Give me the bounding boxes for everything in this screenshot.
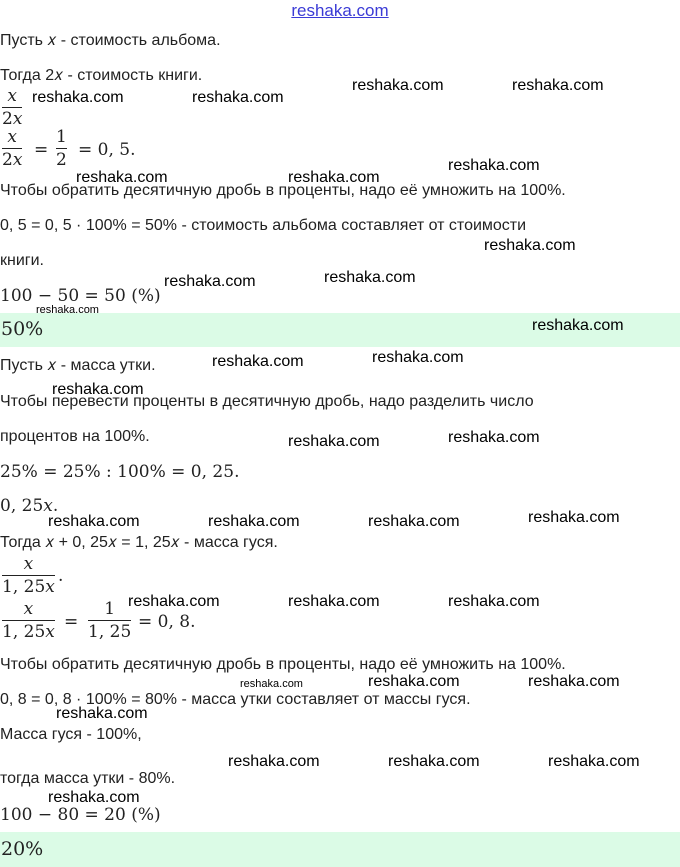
- fraction: [88, 599, 131, 642]
- watermark: reshaka.com: [48, 513, 140, 530]
- answer-value: 20%: [1, 838, 44, 860]
- watermark: reshaka.com: [528, 673, 620, 690]
- fraction: [2, 86, 22, 129]
- fraction-tail: .: [58, 566, 64, 586]
- text-line: 0, 8 = 0, 8 · 100% = 80% - масса утки составляет от массы гуся.: [0, 691, 471, 708]
- watermark: reshaka.com: [484, 237, 576, 254]
- text-line: 0, 5 = 0, 5 · 100% = 50% - стоимость альбома составляет от стоимости: [0, 217, 527, 234]
- site-link[interactable]: reshaka.com: [291, 1, 389, 20]
- watermark: reshaka.com: [192, 89, 284, 106]
- text-line: книги.: [0, 252, 44, 269]
- fraction: [2, 554, 55, 597]
- text-line: Пусть 𝑥 - стоимость альбома.: [0, 32, 221, 49]
- equals-sign: =: [64, 612, 79, 632]
- fraction-denominator: 1, 25: [88, 622, 132, 642]
- watermark: reshaka.com: [208, 513, 300, 530]
- watermark: reshaka.com: [368, 513, 460, 530]
- watermark: reshaka.com: [52, 381, 144, 398]
- watermark: reshaka.com: [36, 304, 99, 316]
- fraction-numerator: 1: [56, 127, 67, 147]
- watermark: reshaka.com: [448, 593, 540, 610]
- math-line: 100 − 50 = 50 (%): [0, 286, 161, 306]
- fraction-numerator: 𝑥: [23, 599, 34, 619]
- watermark: reshaka.com: [372, 349, 464, 366]
- text-line: процентов на 100%.: [0, 428, 150, 445]
- watermark: reshaka.com: [448, 429, 540, 446]
- watermark: reshaka.com: [448, 157, 540, 174]
- watermark: reshaka.com: [56, 705, 148, 722]
- watermark: reshaka.com: [388, 753, 480, 770]
- watermark: reshaka.com: [228, 753, 320, 770]
- watermark: reshaka.com: [48, 789, 140, 806]
- watermark: reshaka.com: [240, 678, 303, 690]
- text-line: Чтобы обратить десятичную дробь в проценты, надо её умножить на 100%.: [0, 182, 566, 199]
- watermark: reshaka.com: [548, 753, 640, 770]
- text-line: Пусть 𝑥 - масса утки.: [0, 357, 156, 374]
- watermark: reshaka.com: [352, 77, 444, 94]
- watermark: reshaka.com: [32, 89, 124, 106]
- text-line: Тогда 𝑥 + 0, 25𝑥 = 1, 25𝑥 - масса гуся.: [0, 534, 278, 551]
- watermark: reshaka.com: [164, 273, 256, 290]
- fraction-numerator: 𝑥: [7, 86, 17, 106]
- fraction: [56, 127, 67, 170]
- text-line: Чтобы обратить десятичную дробь в проценты, надо её умножить на 100%.: [0, 656, 566, 673]
- answer-box: [0, 832, 680, 867]
- answer-value: 50%: [1, 318, 44, 340]
- fraction-denominator: 1, 25𝑥: [2, 577, 55, 597]
- watermark: reshaka.com: [76, 169, 168, 186]
- math-line: 100 − 80 = 20 (%): [0, 805, 161, 825]
- text-line: Масса гуся - 100%,: [0, 726, 142, 743]
- fraction-numerator: 1: [104, 599, 116, 619]
- watermark: reshaka.com: [528, 509, 620, 526]
- watermark: reshaka.com: [512, 77, 604, 94]
- text-line: тогда масса утки - 80%.: [0, 770, 176, 787]
- equation-rest: = 0, 5.: [78, 140, 136, 160]
- fraction-numerator: 𝑥: [23, 554, 34, 574]
- fraction: [2, 127, 22, 170]
- fraction-denominator: 2𝑥: [2, 109, 23, 129]
- fraction-numerator: 𝑥: [7, 127, 17, 147]
- watermark: reshaka.com: [368, 673, 460, 690]
- text-line: Тогда 2𝑥 - стоимость книги.: [0, 67, 203, 84]
- watermark: reshaka.com: [288, 433, 380, 450]
- text-line: Чтобы перевести проценты в десятичную дробь, надо разделить число: [0, 393, 534, 410]
- fraction-denominator: 2𝑥: [2, 150, 23, 170]
- fraction-denominator: 2: [56, 150, 67, 170]
- watermark: reshaka.com: [288, 593, 380, 610]
- watermark: reshaka.com: [532, 317, 624, 334]
- math-line: 25% = 25% : 100% = 0, 25.: [0, 462, 240, 482]
- watermark: reshaka.com: [288, 169, 380, 186]
- watermark: reshaka.com: [324, 269, 416, 286]
- equation-rest: = 0, 8.: [138, 612, 196, 632]
- equals-sign: =: [34, 140, 49, 160]
- fraction-denominator: 1, 25𝑥: [2, 622, 55, 642]
- fraction: [2, 599, 55, 642]
- watermark: reshaka.com: [128, 593, 220, 610]
- math-line: 0, 25𝑥.: [0, 496, 59, 516]
- watermark: reshaka.com: [212, 353, 304, 370]
